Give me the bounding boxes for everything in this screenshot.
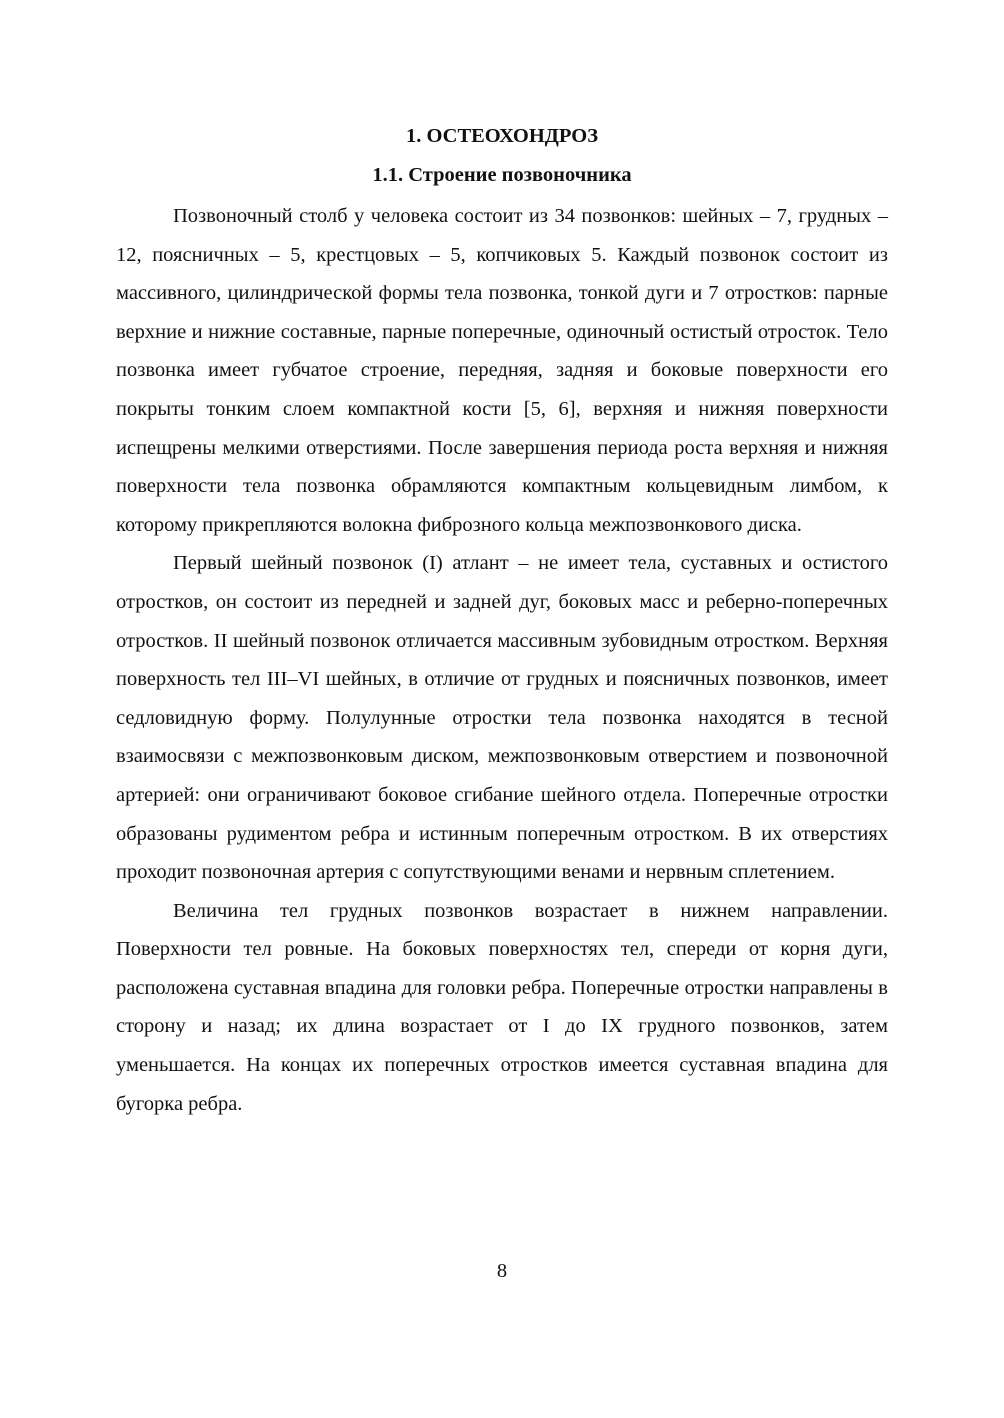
page-number: 8 bbox=[496, 1260, 508, 1282]
section-title: 1.1. Строение позвоночника bbox=[372, 164, 632, 186]
paragraph-spine-structure: Позвоночный столб у человека состоит из 34 позвонков: шейных – 7, грудных – 12, поясничных – 5, крестцовых – 5, копчиковых 5. Каждый позвонок состоит из массивного, цилиндрической формы тела позвонка, тонкой дуги и 7 отростков: парные верхние и нижние составные, парные поперечные, одиночный остистый отросток. Тело позвонка имеет губчатое строение, передняя, задняя и боковые поверхности его покрыты тонким слоем компактной кости [5, 6], верхняя и нижняя поверхности испещрены мелкими отверстиями. После завершения периода роста верхняя и нижняя поверхности тела позвонка обрамляются компактным кольцевидным лимбом, к которому прикрепляются волокна фиброзного кольца межпозвонкового диска. bbox=[116, 205, 888, 536]
paragraph-thoracic-vertebrae: Величина тел грудных позвонков возрастает в нижнем направлении. Поверхности тел ровные. На боковых поверхностях тел, спереди от корня дуги, расположена суставная впадина для головки ребра. Поперечные отростки направлены в сторону и назад; их длина возрастает от I до IX грудного позвонков, затем уменьшается. На концах их поперечных отростков имеется суставная впадина для бугорка ребра. bbox=[116, 899, 888, 1115]
body-text bbox=[116, 197, 888, 1123]
chapter-title: 1. ОСТЕОХОНДРОЗ bbox=[405, 125, 599, 147]
paragraph-cervical-vertebrae: Первый шейный позвонок (I) атлант – не имеет тела, суставных и остистого отростков, он состоит из передней и задней дуг, боковых масс и реберно-поперечных отростков. II шейный позвонок отличается массивным зубовидным отростком. Верхняя поверхность тел III–VI шейных, в отличие от грудных и поясничных позвонков, имеет седловидную форму. Полулунные отростки тела позвонка находятся в тесной взаимосвязи с межпозвонковым диском, межпозвонковым отверстием и позвоночной артерией: они ограничивают боковое сгибание шейного отдела. Поперечные отростки образованы рудиментом ребра и истинным поперечным отростком. В их отверстиях проходит позвоночная артерия с сопутствующими венами и нервным сплетением. bbox=[116, 552, 888, 884]
